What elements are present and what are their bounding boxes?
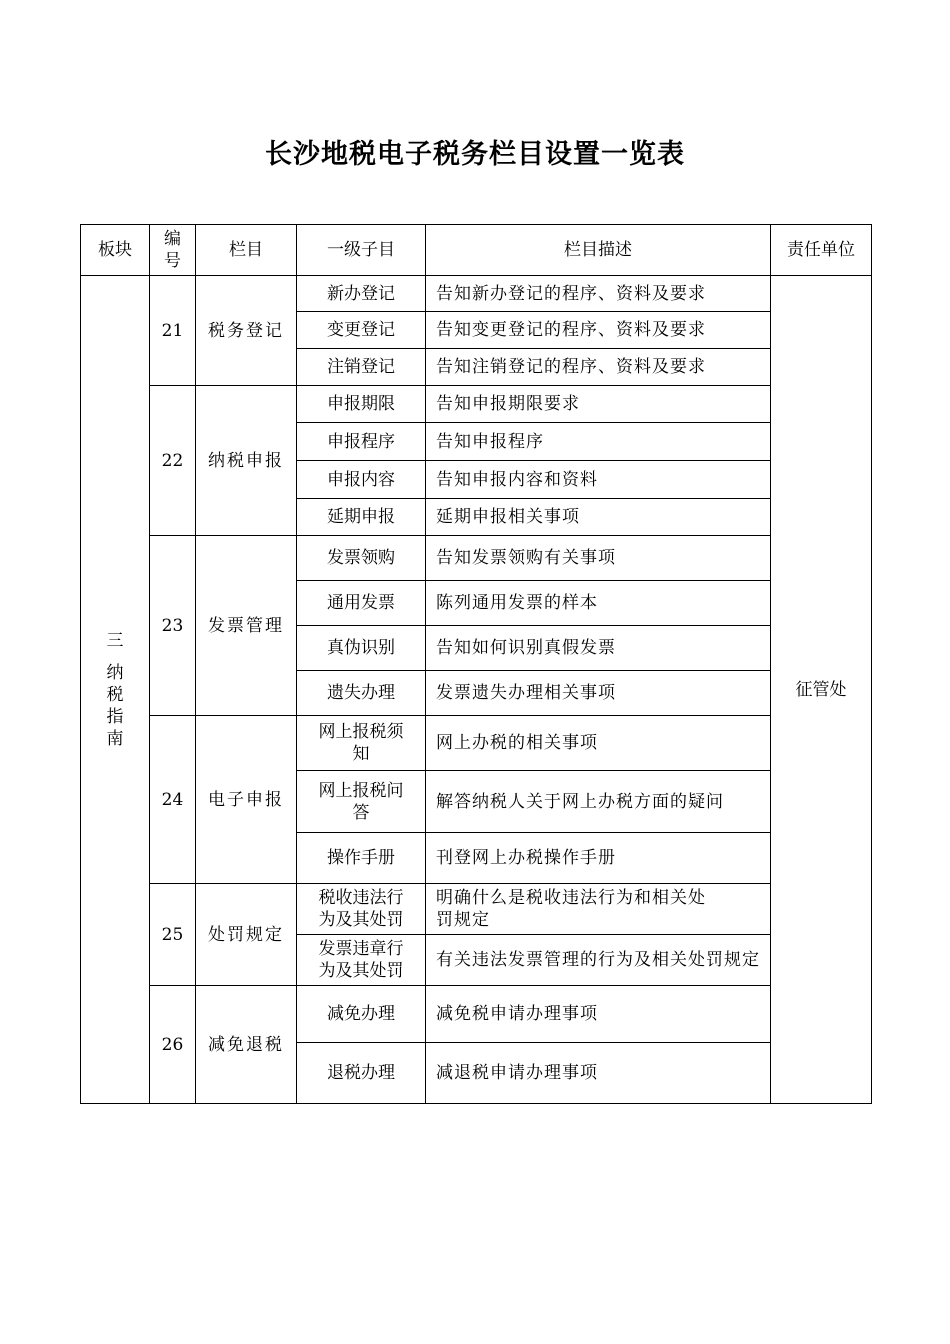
group-number: 24 xyxy=(150,716,196,884)
sub-item: 申报程序 xyxy=(297,423,426,461)
sub-item: 遗失办理 xyxy=(297,671,426,716)
sub-description: 刊登网上办税操作手册 xyxy=(426,833,771,884)
sub-description: 告知如何识别真假发票 xyxy=(426,626,771,671)
sub-description: 发票遗失办理相关事项 xyxy=(426,671,771,716)
sub-description: 减免税申请办理事项 xyxy=(426,986,771,1043)
sub-description: 有关违法发票管理的行为及相关处罚规定 xyxy=(426,935,771,986)
sub-description: 减退税申请办理事项 xyxy=(426,1043,771,1104)
responsible-unit: 征管处 xyxy=(771,276,872,1104)
sub-description: 陈列通用发票的样本 xyxy=(426,581,771,626)
group-column: 处罚规定 xyxy=(196,884,297,986)
sub-description: 明确什么是税收违法行为和相关处罚规定 xyxy=(426,884,771,935)
sub-description: 告知变更登记的程序、资料及要求 xyxy=(426,312,771,349)
sub-item: 注销登记 xyxy=(297,349,426,386)
sub-description: 告知申报期限要求 xyxy=(426,386,771,423)
sub-item: 退税办理 xyxy=(297,1043,426,1104)
group-number: 21 xyxy=(150,276,196,386)
sub-item: 新办登记 xyxy=(297,276,426,312)
sub-description: 延期申报相关事项 xyxy=(426,499,771,536)
header-number-line1: 编 xyxy=(164,229,181,249)
sub-description: 网上办税的相关事项 xyxy=(426,716,771,771)
table-row xyxy=(81,986,872,1043)
sub-item: 网上报税问答 xyxy=(297,771,426,833)
sub-item: 申报内容 xyxy=(297,461,426,499)
section-char: 指 xyxy=(106,706,124,727)
sub-description: 告知申报内容和资料 xyxy=(426,461,771,499)
header-section: 板块 xyxy=(81,225,150,276)
sub-description: 告知申报程序 xyxy=(426,423,771,461)
sub-item: 操作手册 xyxy=(297,833,426,884)
sub-item: 变更登记 xyxy=(297,312,426,349)
table-row xyxy=(81,276,872,312)
sub-item: 减免办理 xyxy=(297,986,426,1043)
sub-item: 申报期限 xyxy=(297,386,426,423)
table-row xyxy=(81,884,872,935)
group-column: 减免退税 xyxy=(196,986,297,1104)
section-char: 三 xyxy=(106,630,124,651)
group-column: 电子申报 xyxy=(196,716,297,884)
table-row xyxy=(81,386,872,423)
page-title: 长沙地税电子税务栏目设置一览表 xyxy=(265,139,685,170)
sub-description: 解答纳税人关于网上办税方面的疑问 xyxy=(426,771,771,833)
sub-item: 真伪识别 xyxy=(297,626,426,671)
sub-item: 发票领购 xyxy=(297,536,426,581)
sub-item: 网上报税须知 xyxy=(297,716,426,771)
column-settings-table xyxy=(80,224,872,1104)
group-number: 23 xyxy=(150,536,196,716)
header-number-line2: 号 xyxy=(164,251,181,271)
group-column: 税务登记 xyxy=(196,276,297,386)
sub-item: 发票违章行为及其处罚 xyxy=(297,935,426,986)
table-row xyxy=(81,536,872,581)
header-row xyxy=(81,225,872,276)
group-number: 22 xyxy=(150,386,196,536)
group-number: 26 xyxy=(150,986,196,1104)
table-row xyxy=(81,716,872,771)
sub-item: 延期申报 xyxy=(297,499,426,536)
group-column: 纳税申报 xyxy=(196,386,297,536)
sub-description: 告知发票领购有关事项 xyxy=(426,536,771,581)
header-description: 栏目描述 xyxy=(426,225,771,276)
sub-description: 告知新办登记的程序、资料及要求 xyxy=(426,276,771,312)
header-number xyxy=(150,225,196,276)
header-column: 栏目 xyxy=(196,225,297,276)
sub-item: 通用发票 xyxy=(297,581,426,626)
section-char: 税 xyxy=(106,684,124,705)
sub-item: 税收违法行为及其处罚 xyxy=(297,884,426,935)
section-char: 纳 xyxy=(106,662,124,683)
section-char: 南 xyxy=(106,728,124,749)
header-sub: 一级子目 xyxy=(297,225,426,276)
header-unit: 责任单位 xyxy=(771,225,872,276)
sub-description: 告知注销登记的程序、资料及要求 xyxy=(426,349,771,386)
section-cell xyxy=(81,276,150,1104)
group-column: 发票管理 xyxy=(196,536,297,716)
group-number: 25 xyxy=(150,884,196,986)
